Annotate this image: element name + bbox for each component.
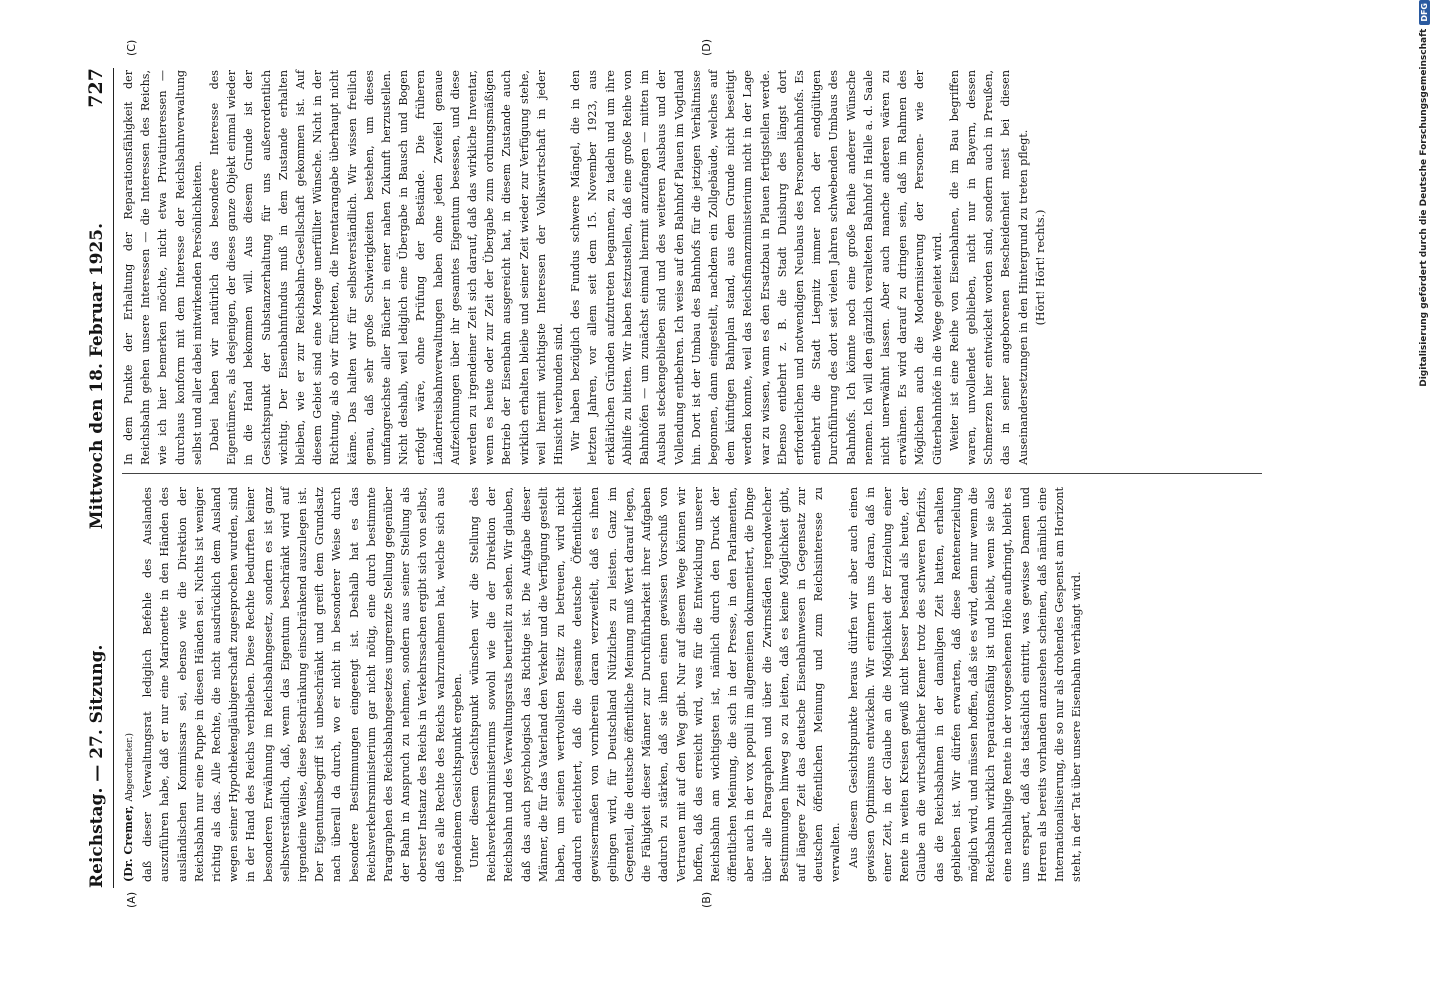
paragraph: Aus diesem Gesichtspunkte heraus dürfen wir aber auch einen gewissen Optimismus entwickeln. Wir erinnern uns daran, daß in einer Zeit, in der Glaube an die Möglichkeit der Erzielung einer Rente in weiten Kreisen gewiß nicht besser bestand als heute, der Glaube an die wirtschaftlicher Kenner trotz des schweren Defizits, das die Reichsbahnen in der damaligen Zeit hatten, erhalten geblieben ist. Wir dürfen erwarten, daß diese Rentenerzielung möglich wird, und müssen hoffen, daß sie es wird, denn nur wenn die Reichsbahn wirklich reparationsfähig ist und bleibt, wenn sie also eine nachhaltige Rente in der vorgesehenen Höhe aufbringt, bleibt es uns erspart, daß das tatsächlich eintritt, was gewisse Damen und Herren als bereits vorhanden anzusehen scheinen, daß nämlich eine Internationalisierung, die so nur als drohendes Gespenst am Horizont steht, in der Tat über unsere Eisenbahn verhängt wird. xyxy=(846,487,1084,882)
applause-note: (Hört! Hört! rechts.) xyxy=(1033,209,1047,326)
margin-marker-d: (D) xyxy=(700,38,713,56)
margin-marker-c: (C) xyxy=(125,39,138,56)
paragraph: Unter diesem Gesichtspunkt wünschen wir die Stellung des Reichsverkehrsministeriums sowohl wie die der Direktion der Reichsbahn und des Verwaltungsrats beurteilt zu sehen. Wir glauben, daß das auch psychologisch das Richtige ist. Die Aufgabe dieser Männer, die für das Vaterland den Verkehr und die Verfügung gestellt haben, um seinen wertvollsten Besitz zu betreuen, wird nicht dadurch erleichtert, daß die gesamte deutsche Öffentlichkeit gewissermaßen von vornherein daran verzweifelt, daß es ihnen gelingen wird, für Deutschland Nützliches zu leisten. Ganz im Gegenteil, die deutsche öffentliche Meinung muß Wert darauf legen, die Fähigkeit dieser Männer zur Durchführbarkeit ihrer Aufgaben dadurch zu stärken, daß sie ihnen einen gewissen Vorschuß von Vertrauen mit auf den Weg gibt. Nur auf diesem Wege können wir hoffen, daß das erreicht wird, was für die Entwicklung unserer Reichsbahn am wichtigsten ist, nämlich durch den Druck der öffentlichen Meinung, die sich in der Presse, in den Parlamenten, aber auch in der vox populi im allgemeinen dokumentiert, die Dinge über alle Paragraphen und über die Zwirnsfäden irgendwelcher Bestimmungen hinweg so zu leiten, daß es keine Möglichkeit gibt, auf längere Zeit das deutsche Eisenbahnwesen in Gegensatz zur deutschen öffentlichen Meinung und zum Reichsinteresse zu verwalten. xyxy=(468,487,843,882)
dfg-logo: DFG xyxy=(1419,0,1430,25)
page-number: 727 xyxy=(85,68,107,108)
margin-marker-a: (A) xyxy=(125,891,138,908)
dfg-footer-text: Digitalisierung gefördert durch die Deutsche Forschungsgemeinschaft xyxy=(1419,28,1429,387)
header-date: Mittwoch den 18. Februar 1925. xyxy=(87,222,107,530)
header-session: Reichstag. — 27. Sitzung. xyxy=(87,644,107,888)
speaker-role: Abgeordneter.) xyxy=(125,733,135,802)
right-column xyxy=(120,70,1260,465)
paragraph: Dabei haben wir natürlich das besondere Interesse des Eigentümers, als desjenigen, der dieses ganze Objekt einmal wieder in die Hand bekommen will. Aus diesem Grunde ist der Gesichtspunkt der Substanzerhaltung für uns außerordentlich wichtig. Der Eisenbahnfundus muß in dem Zustande erhalten bleiben, wie er zur Reichsbahn-Gesellschaft gekommen ist. Auf diesem Gebiet sind eine Menge unerfüllter Wünsche. Nicht in der Richtung, als ob wir fürchteten, die Inventarangabe überhaupt nicht käme. Das halten wir für selbstverständlich. Wir wissen freilich genau, daß sehr große Schwierigkeiten bestehen, um dieses umfangreichste aller Bücher in einer nahen Zukunft herzustellen. Nicht deshalb, weil lediglich eine Übergabe in Bausch und Bogen erfolgt wäre, ohne Prüfung der Bestände. Die früheren Länderreisbahnverwaltungen haben ohne jeden Zweifel genaue Aufzeichnungen über ihr gesamtes Eigentum besessen, und diese werden zu irgendeiner Zeit sich darauf, daß das wirkliche Inventar, wenn es heute oder zur Zeit der Übergabe zum ordnungsmäßigen Betrieb der Eisenbahn ausgereicht hat, in diesem Zustande auch wirklich erhalten bleibe und seiner Zeit wieder zur Verfügung stehe, weil hiermit wichtigste Interessen der Volkswirtschaft in jeder Hinsicht verbunden sind. xyxy=(208,70,566,465)
left-column xyxy=(120,487,1260,882)
paragraph: Wir haben bezüglich des Fundus schwere Mängel, die in den letzten Jahren, vor allem seit dem 15. November 1923, aus erklärlichen Gründen aufzutreten begannen, zu tadeln und um ihre Abhilfe zu bitten. Wir haben festzustellen, daß eine große Reihe von Bahnhöfen — um zunächst einmal hiermit anzufangen — mitten im Ausbau steckengeblieben sind und des weiteren Ausbaus und der Vollendung entbehren. Ich weise auf den Bahnhof Plauen im Vogtland hin. Dort ist der Umbau des Bahnhofs für die jetzigen Verhältnisse begonnen, dann eingestellt, nachdem ein Zollgebäude, welches auf dem künftigen Bahnplan stand, aus dem Grunde nicht beseitigt werden konnte, weil das Reichsfinanzministerium nicht in der Lage war zu wissen, wann es den Ersatzbau in Plauen fertigstellen werde. Ebenso entbehrt z. B. die Stadt Duisburg des längst dort erforderlichen und notwendigen Neubaus des Personenbahnhofs. Es entbehrt die Stadt Liegnitz immer noch der endgültigen Durchführung des dort seit vielen Jahren schwebenden Umbaus des Bahnhofs. Ich könnte noch eine große Reihe anderer Wünsche nennen. Ich will den gänzlich veralteten Bahnhof in Halle a. d. Saale nicht unerwähnt lassen. Aber auch manche anderen wären zu erwähnen. Es wird darauf zu dringen sein, daß im Rahmen des Möglichen auch die Modernisierung der Personen- wie der Güterbahnhöfe in die Wege geleitet wird. xyxy=(569,70,944,465)
paragraph: daß dieser Verwaltungsrat lediglich Befehle des Auslandes auszuführen habe, daß er nur eine Marionette in den Händen des ausländischen Kommissars sei, ebenso wie die Direktion der Reichsbahn nur eine Puppe in diesen Händen sei. Nichts ist weniger richtig als das. Alle Rechte, die nicht ausdrücklich dem Ausland wegen seiner Hypothekengläubigerschaft zugesprochen wurden, sind in der Hand des Reichs verblieben. Diese Rechte bedurften keiner besonderen Erwähnung im Reichsbahngesetz, sondern es ist ganz selbstverständlich, daß, wenn das Eigentum beschränkt wird auf irgendeine Weise, diese Beschränkung einschränkend auszulegen ist. Der Eigentumsbegriff ist unbeschränkt und greift dem Grundsatz nach überall da durch, wo er nicht in besonderer Weise durch besondere Bestimmungen eingeengt ist. Deshalb hat es das Reichsverkehrsministerium gar nicht nötig, eine durch bestimmte Paragraphen des Reichsbahngesetzes umgrenzte Stellung gegenüber der Bahn in Anspruch zu nehmen, sondern aus seiner Stellung als oberster Instanz des Reichs in Verkehrssachen ergibt sich von selbst, daß es alle Rechte des Reichs wahrzunehmen hat, welche sich aus irgendeinem Gesichtspunkt ergeben. xyxy=(141,487,464,882)
speaker-name: (Dr. Cremer, xyxy=(122,805,135,882)
dfg-footer xyxy=(1416,0,1432,1000)
margin-marker-b: (B) xyxy=(700,891,713,908)
paragraph: In dem Punkte der Erhaltung der Reparationsfähigkeit der Reichsbahn gehen unsere Interessen — die Interessen des Reichs, wie ich hier bemerken möchte, nicht etwa Privatinteressen — durchaus konform mit dem Interesse der Reichsbahnverwaltung selbst und aller dabei mitwirkenden Persönlichkeiten. xyxy=(122,70,204,465)
paragraph: Weiter ist eine Reihe von Eisenbahnen, die im Bau begriffen waren, unvollendet geblieben, nicht nur in Bayern, dessen Schmerzen hier entwickelt worden sind, sondern auch in Preußen, das in seiner angeborenen Bescheidenheit meist bei diesen Auseinandersetzungen in den Hintergrund zu treten pflegt. xyxy=(947,70,1030,465)
speaker-line xyxy=(120,487,139,882)
page-header xyxy=(84,68,114,888)
column-divider xyxy=(122,473,1262,474)
